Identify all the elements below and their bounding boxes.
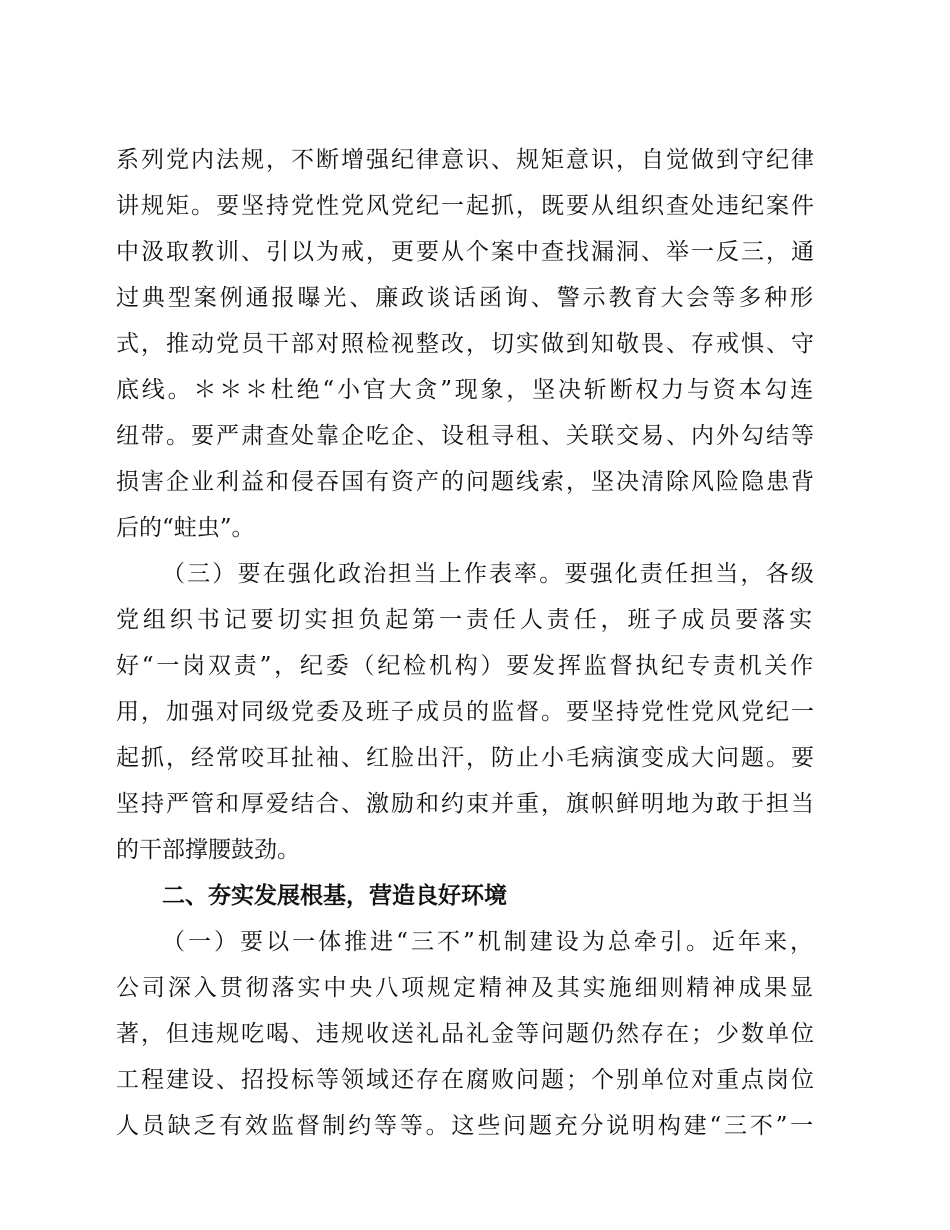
body-text-line: 人员缺乏有效监督制约等等。这些问题充分说明构建“三不”一 — [116, 1113, 816, 1139]
body-text-line: 党组织书记要切实担负起第一责任人责任，班子成员要落实 — [116, 607, 816, 633]
paragraph-first-line: （一）要以一体推进“三不”机制建设为总牵引。近年来， — [162, 929, 816, 955]
body-text-line: 系列党内法规，不断增强纪律意识、规矩意识，自觉做到守纪律 — [116, 147, 816, 173]
body-text-line: 讲规矩。要坚持党性党风党纪一起抓，既要从组织查处违纪案件 — [116, 193, 816, 219]
body-text-line: 底线。＊＊＊杜绝“小官大贪”现象，坚决斩断权力与资本勾连 — [116, 377, 816, 403]
body-text-line: 后的“蛀虫”。 — [116, 515, 255, 541]
body-text-line: 起抓，经常咬耳扯袖、红脸出汗，防止小毛病演变成大问题。要 — [116, 745, 816, 771]
body-text-line: 纽带。要严肃查处靠企吃企、设租寻租、关联交易、内外勾结等 — [116, 423, 816, 449]
section-heading: 二、夯实发展根基，营造良好环境 — [162, 883, 507, 909]
body-text-line: 过典型案例通报曝光、廉政谈话函询、警示教育大会等多种形 — [116, 285, 816, 311]
body-text-line: 著，但违规吃喝、违规收送礼品礼金等问题仍然存在；少数单位 — [116, 1021, 816, 1047]
paragraph-first-line: （三）要在强化政治担当上作表率。要强化责任担当，各级 — [162, 561, 816, 587]
document-body — [116, 137, 816, 1149]
body-text-line: 公司深入贯彻落实中央八项规定精神及其实施细则精神成果显 — [116, 975, 816, 1001]
body-text-line: 式，推动党员干部对照检视整改，切实做到知敬畏、存戒惧、守 — [116, 331, 816, 357]
body-text-line: 损害企业利益和侵吞国有资产的问题线索，坚决清除风险隐患背 — [116, 469, 816, 495]
body-text-line: 用，加强对同级党委及班子成员的监督。要坚持党性党风党纪一 — [116, 699, 816, 725]
body-text-line: 坚持严管和厚爱结合、激励和约束并重，旗帜鲜明地为敢于担当 — [116, 791, 816, 817]
body-text-line: 工程建设、招投标等领域还存在腐败问题；个别单位对重点岗位 — [116, 1067, 816, 1093]
body-text-line: 中汲取教训、引以为戒，更要从个案中查找漏洞、举一反三，通 — [116, 239, 816, 265]
body-text-line: 的干部撑腰鼓劲。 — [116, 837, 300, 863]
body-text-line: 好“一岗双责”，纪委（纪检机构）要发挥监督执纪专责机关作 — [116, 653, 816, 679]
